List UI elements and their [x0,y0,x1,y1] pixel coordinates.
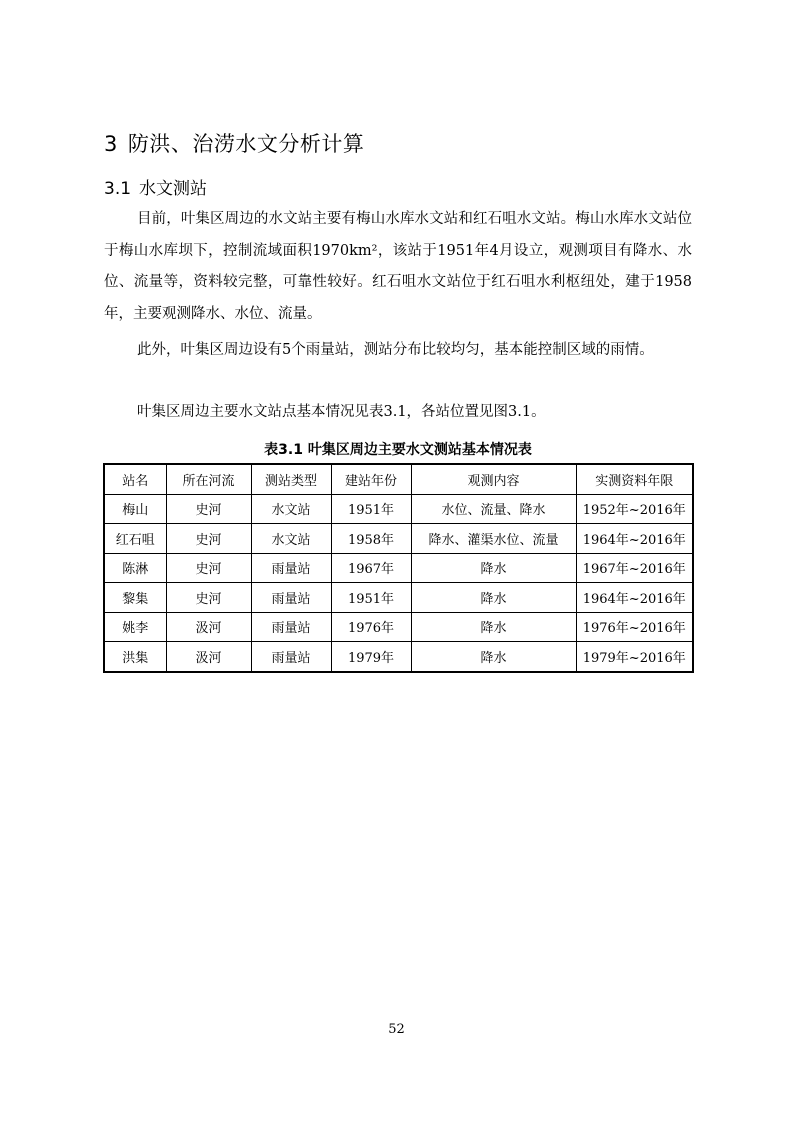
table-row [104,494,693,524]
cell-river: 史河 [166,524,251,554]
cell-station-type: 雨量站 [251,583,331,613]
cell-river: 史河 [166,583,251,613]
paragraph-table-reference: 叶集区周边主要水文站点基本情况见表3.1，各站位置见图3.1。 [137,404,546,420]
cell-station-type: 水文站 [251,494,331,524]
cell-established-year: 1951年 [331,583,411,613]
cell-observation-content: 降水 [411,642,576,672]
header-station-type: 测站类型 [251,464,331,494]
cell-observation-content: 降水、灌渠水位、流量 [411,524,576,554]
subsection-heading [104,174,207,199]
section-number: 3 [104,132,118,156]
paragraph-stations-overview: 目前，叶集区周边的水文站主要有梅山水库水文站和红石咀水文站。梅山水库水文站位于梅山水库坝下，控制流域面积1970km²，该站于1951年4月设立，观测项目有降水、水位、流量等，资料较完整，可靠性较好。红石咀水文站位于红石咀水利枢纽处，建于1958年，主要观测降水、水位、流量。 [104,211,692,322]
section-title: 防洪、治涝水文分析计算 [127,132,365,156]
cell-data-period: 1967年~2016年 [576,553,693,583]
cell-station-name: 姚李 [104,612,166,642]
cell-station-name: 洪集 [104,642,166,672]
cell-established-year: 1951年 [331,494,411,524]
cell-station-name: 梅山 [104,494,166,524]
cell-station-name: 黎集 [104,583,166,613]
cell-observation-content: 水位、流量、降水 [411,494,576,524]
cell-established-year: 1976年 [331,612,411,642]
cell-station-type: 雨量站 [251,642,331,672]
cell-river: 汲河 [166,642,251,672]
cell-station-name: 红石咀 [104,524,166,554]
cell-established-year: 1979年 [331,642,411,672]
cell-data-period: 1952年~2016年 [576,494,693,524]
cell-station-type: 水文站 [251,524,331,554]
page-number: 52 [388,1022,405,1037]
header-river: 所在河流 [166,464,251,494]
table-caption: 表3.1 叶集区周边主要水文测站基本情况表 [264,442,532,458]
cell-established-year: 1967年 [331,553,411,583]
table-row [104,524,693,554]
cell-data-period: 1976年~2016年 [576,612,693,642]
cell-station-type: 雨量站 [251,553,331,583]
table-row [104,553,693,583]
cell-data-period: 1964年~2016年 [576,524,693,554]
header-observation-content: 观测内容 [411,464,576,494]
header-station-name: 站名 [104,464,166,494]
section-heading [104,128,364,158]
cell-station-name: 陈淋 [104,553,166,583]
cell-data-period: 1964年~2016年 [576,583,693,613]
table-header-row [104,464,693,494]
table-row [104,642,693,672]
header-data-period: 实测资料年限 [576,464,693,494]
cell-river: 史河 [166,553,251,583]
cell-observation-content: 降水 [411,583,576,613]
cell-observation-content: 降水 [411,612,576,642]
cell-river: 汲河 [166,612,251,642]
subsection-title: 水文测站 [139,179,208,199]
paragraph-rain-gauges: 此外，叶集区周边设有5个雨量站，测站分布比较均匀，基本能控制区域的雨情。 [137,342,654,358]
table-row [104,612,693,642]
cell-data-period: 1979年~2016年 [576,642,693,672]
header-established-year: 建站年份 [331,464,411,494]
station-table [103,463,694,673]
subsection-number: 3.1 [104,179,132,199]
cell-river: 史河 [166,494,251,524]
cell-established-year: 1958年 [331,524,411,554]
table-row [104,583,693,613]
cell-observation-content: 降水 [411,553,576,583]
cell-station-type: 雨量站 [251,612,331,642]
